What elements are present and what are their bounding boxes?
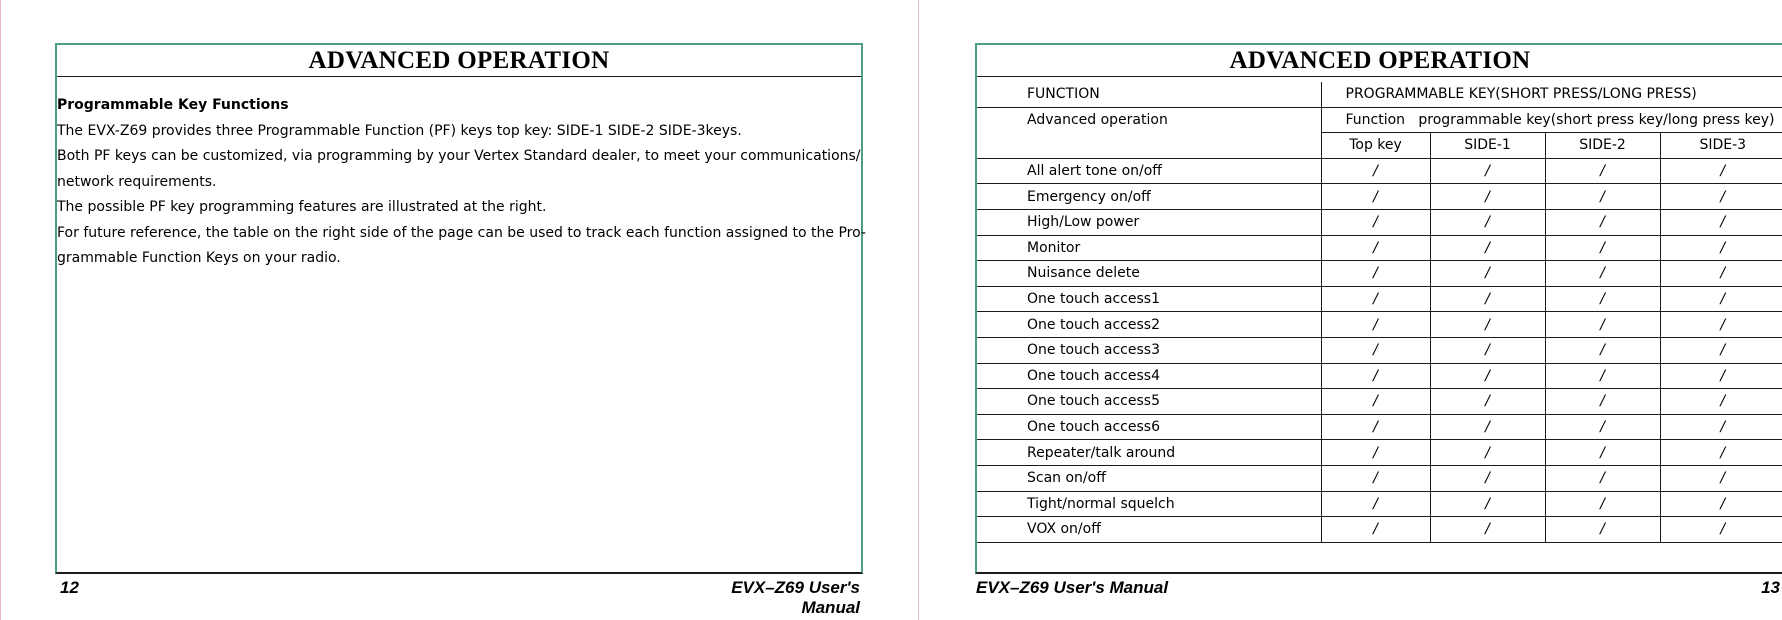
key-assignment-cell: / — [1321, 158, 1430, 184]
function-name: Tight/normal squelch — [977, 491, 1321, 517]
function-name: One touch access1 — [977, 286, 1321, 312]
left-page-body — [57, 93, 877, 272]
column-header: SIDE-1 — [1430, 133, 1545, 159]
key-assignment-cell: / — [1660, 465, 1782, 491]
manual-name: EVX–Z69 User's Manual — [976, 578, 1169, 597]
key-assignment-cell: / — [1321, 184, 1430, 210]
function-name: All alert tone on/off — [977, 158, 1321, 184]
pf-key-table — [977, 82, 1782, 543]
key-assignment-cell: / — [1545, 158, 1660, 184]
table-header-row — [977, 82, 1782, 107]
table-row — [977, 363, 1782, 389]
table-row — [977, 184, 1782, 210]
function-name: Nuisance delete — [977, 261, 1321, 287]
function-name: Scan on/off — [977, 465, 1321, 491]
key-assignment-cell: / — [1430, 363, 1545, 389]
function-name: One touch access5 — [977, 389, 1321, 415]
key-assignment-cell: / — [1321, 517, 1430, 543]
key-assignment-cell: / — [1660, 337, 1782, 363]
table-row — [977, 209, 1782, 235]
body-line: network requirements. — [57, 173, 217, 190]
key-assignment-cell: / — [1430, 261, 1545, 287]
table-row — [977, 261, 1782, 287]
table-row — [977, 158, 1782, 184]
key-assignment-cell: / — [1660, 312, 1782, 338]
table-row — [977, 465, 1782, 491]
function-name: Monitor — [977, 235, 1321, 261]
key-assignment-cell: / — [1660, 261, 1782, 287]
body-line: The EVX-Z69 provides three Programmable Function (PF) keys top key: SIDE-1 SIDE-2 SIDE-3keys. — [57, 122, 742, 139]
key-assignment-cell: / — [1321, 414, 1430, 440]
key-assignment-cell: / — [1660, 235, 1782, 261]
key-assignment-cell: / — [1321, 440, 1430, 466]
key-assignment-cell: / — [1321, 286, 1430, 312]
key-assignment-cell: / — [1545, 491, 1660, 517]
key-assignment-cell: / — [1430, 517, 1545, 543]
table-row — [977, 440, 1782, 466]
page-number: 13 — [1761, 578, 1780, 597]
function-name: Emergency on/off — [977, 184, 1321, 210]
key-assignment-cell: / — [1430, 465, 1545, 491]
column-header: Top key — [1321, 133, 1430, 159]
key-assignment-cell: / — [1660, 491, 1782, 517]
key-assignment-cell: / — [1321, 465, 1430, 491]
function-name: One touch access6 — [977, 414, 1321, 440]
table-subheader-row — [977, 107, 1782, 133]
function-name: One touch access2 — [977, 312, 1321, 338]
column-header: SIDE-2 — [1545, 133, 1660, 159]
key-assignment-cell: / — [1660, 158, 1782, 184]
key-assignment-cell: / — [1430, 184, 1545, 210]
function-name: High/Low power — [977, 209, 1321, 235]
key-assignment-cell: / — [1321, 261, 1430, 287]
key-assignment-cell: / — [1545, 440, 1660, 466]
subheader-function-description: Function programmable key(short press key/long press key) — [1321, 107, 1782, 133]
key-assignment-cell: / — [1545, 235, 1660, 261]
key-assignment-cell: / — [1321, 235, 1430, 261]
column-header: SIDE-3 — [1660, 133, 1782, 159]
table-row — [977, 235, 1782, 261]
table-row — [977, 517, 1782, 543]
key-assignment-cell: / — [1545, 184, 1660, 210]
function-name: Repeater/talk around — [977, 440, 1321, 466]
key-assignment-cell: / — [1430, 491, 1545, 517]
page-title: ADVANCED OPERATION — [977, 45, 1782, 77]
manual-name: EVX–Z69 User's Manual — [731, 578, 860, 617]
key-assignment-cell: / — [1321, 337, 1430, 363]
table-row — [977, 491, 1782, 517]
key-assignment-cell: / — [1660, 389, 1782, 415]
right-page — [918, 0, 1782, 620]
key-assignment-cell: / — [1430, 209, 1545, 235]
key-assignment-cell: / — [1430, 312, 1545, 338]
key-assignment-cell: / — [1660, 184, 1782, 210]
key-assignment-cell: / — [1660, 209, 1782, 235]
key-assignment-cell: / — [1545, 517, 1660, 543]
section-heading: Programmable Key Functions — [57, 97, 289, 113]
key-assignment-cell: / — [1321, 363, 1430, 389]
key-assignment-cell: / — [1321, 389, 1430, 415]
subheader-advanced-operation: Advanced operation — [977, 107, 1321, 158]
key-assignment-cell: / — [1321, 491, 1430, 517]
body-line: Both PF keys can be customized, via programming by your Vertex Standard dealer, to meet your communications/ — [57, 148, 861, 164]
table-row — [977, 286, 1782, 312]
body-line: The possible PF key programming features are illustrated at the right. — [57, 199, 547, 215]
key-assignment-cell: / — [1545, 286, 1660, 312]
key-assignment-cell: / — [1430, 389, 1545, 415]
key-assignment-cell: / — [1321, 312, 1430, 338]
key-assignment-cell: / — [1430, 158, 1545, 184]
pf-table-body — [977, 158, 1782, 542]
right-page-frame — [975, 43, 1782, 574]
page-number: 12 — [60, 578, 79, 597]
function-name: One touch access3 — [977, 337, 1321, 363]
key-assignment-cell: / — [1430, 337, 1545, 363]
function-name: One touch access4 — [977, 363, 1321, 389]
key-assignment-cell: / — [1545, 389, 1660, 415]
table-row — [977, 337, 1782, 363]
key-assignment-cell: / — [1545, 312, 1660, 338]
key-assignment-cell: / — [1660, 414, 1782, 440]
header-function: FUNCTION — [977, 82, 1321, 107]
key-assignment-cell: / — [1660, 440, 1782, 466]
body-line: grammable Function Keys on your radio. — [57, 250, 341, 266]
key-assignment-cell: / — [1660, 363, 1782, 389]
key-assignment-cell: / — [1545, 363, 1660, 389]
table-row — [977, 312, 1782, 338]
key-assignment-cell: / — [1430, 440, 1545, 466]
key-assignment-cell: / — [1545, 209, 1660, 235]
key-assignment-cell: / — [1321, 209, 1430, 235]
key-assignment-cell: / — [1660, 517, 1782, 543]
left-page-frame — [55, 43, 866, 574]
table-row — [977, 414, 1782, 440]
header-programmable-key: PROGRAMMABLE KEY(SHORT PRESS/LONG PRESS) — [1321, 82, 1782, 107]
key-assignment-cell: / — [1430, 286, 1545, 312]
table-row — [977, 389, 1782, 415]
body-line: For future reference, the table on the right side of the page can be used to track each function assigned to the Pro- — [57, 224, 866, 241]
key-assignment-cell: / — [1545, 465, 1660, 491]
function-name: VOX on/off — [977, 517, 1321, 543]
key-assignment-cell: / — [1545, 337, 1660, 363]
key-assignment-cell: / — [1430, 414, 1545, 440]
key-assignment-cell: / — [1545, 261, 1660, 287]
key-assignment-cell: / — [1430, 235, 1545, 261]
key-assignment-cell: / — [1545, 414, 1660, 440]
page-title: ADVANCED OPERATION — [57, 45, 861, 77]
key-assignment-cell: / — [1660, 286, 1782, 312]
